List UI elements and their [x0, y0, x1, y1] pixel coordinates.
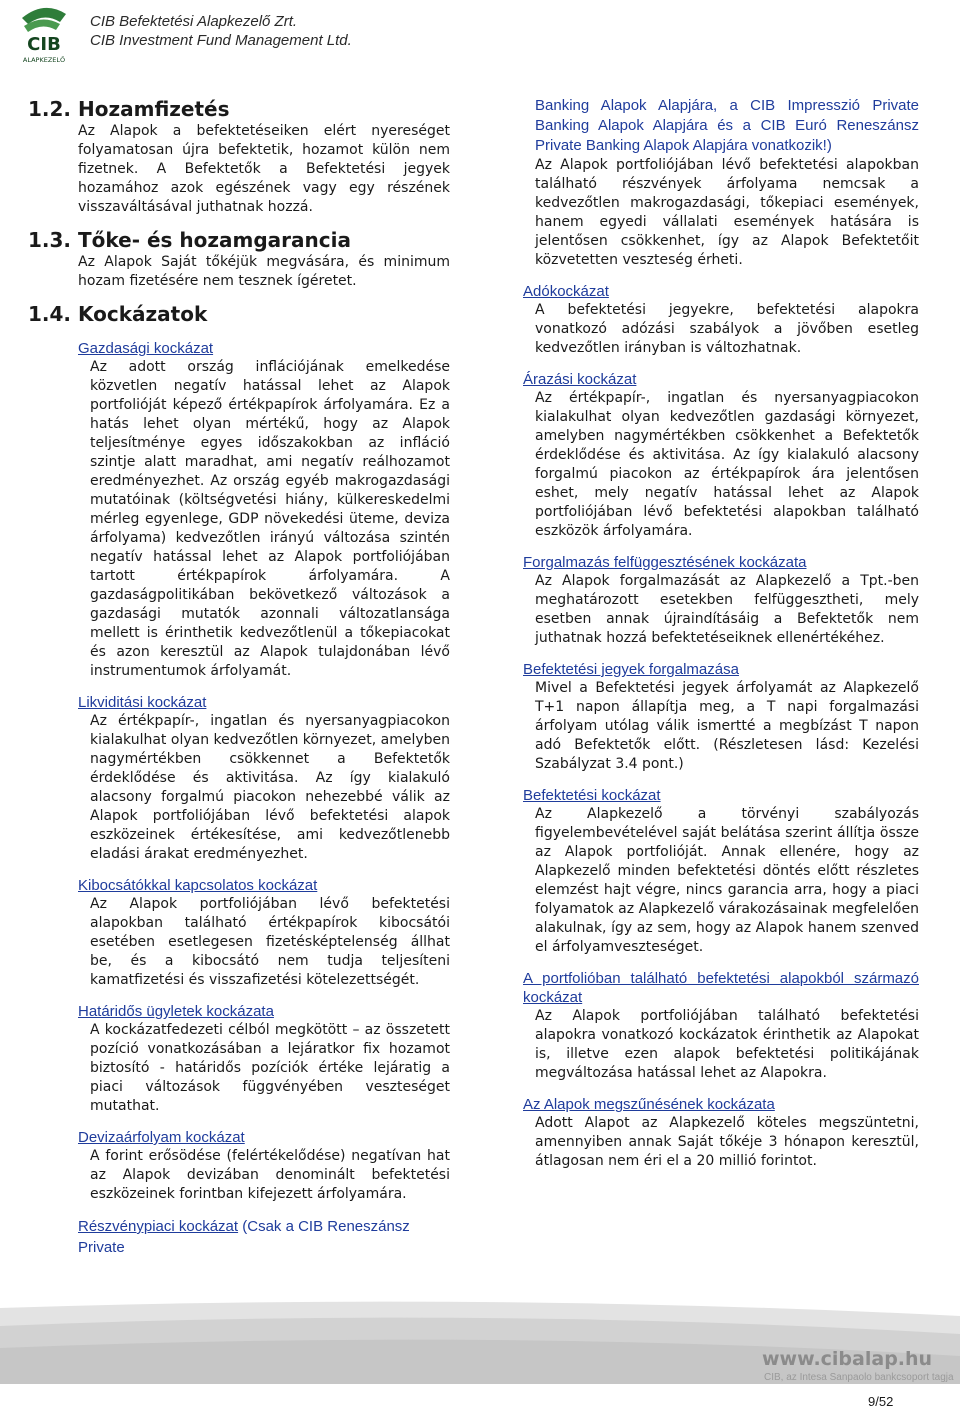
paragraph: Az Alapok forgalmazását az Alapkezelő a Tpt.-ben meghatározott esetekben felfüggesztheti, mely esetben annak újraindításáig a Befektetők nem juthatnak hozzá befektetéseiknek ellenértékéhez.: [535, 573, 919, 646]
section-title: Kockázatok: [78, 302, 208, 326]
right-column: [523, 96, 919, 1171]
company-name-hu: CIB Befektetési Alapkezelő Zrt.: [90, 13, 298, 30]
risk-title-link[interactable]: Határidős ügyletek kockázata: [78, 1003, 274, 1020]
risk-title-link[interactable]: Kibocsátókkal kapcsolatos kockázat: [78, 877, 318, 894]
paragraph: Mivel a Befektetési jegyek árfolyamát az Alapkezelő T+1 napon állapítja meg, a T napi forgalmazási árfolyam utólag válik ismertté a megbízást T napon adó Befektetők előtt. (Részletesen lásd: Kezelési Szabályzat 3.4 pont.): [535, 680, 919, 772]
footer-tagline: CIB, az Intesa Sanpaolo bankcsoport tagja: [764, 1372, 954, 1383]
section-number: 1.2.: [28, 97, 72, 121]
paragraph: Az értékpapír-, ingatlan és nyersanyagpiacokon kialakulhat olyan kedvezőtlen gazdasági környezet, amelyben nagymértékben csökkenhet a Befektetők érdeklődése és aktivitása. Az így kialakuló alacsony forgalmú piacokon az értékpapírok ára jelentősen eshet, mely negatív hatással lehet az Alapok portfoliójában lévő befektetési alapokban található eszközök árfolyamára.: [535, 390, 919, 539]
risk-title-link[interactable]: Befektetési kockázat: [523, 787, 661, 804]
risk-title-link[interactable]: A portfolióban található befektetési alapokból származó kockázat: [523, 970, 919, 1006]
page-number: 9/52: [868, 1394, 894, 1409]
section-number: 1.4.: [28, 302, 72, 326]
risk-title-link[interactable]: Likviditási kockázat: [78, 694, 207, 711]
risk-title-note: Banking Alapok Alapjára, a CIB Impresszió Private Banking Alapok Alapjára és a CIB Euró Reneszánsz Private Banking Alapok Alapjára vonatkozik!): [535, 97, 919, 154]
paragraph: Az Alapok portfoliójában lévő befektetési alapokban található értékpapírok kibocsátói esetében esetlegesen fizetésképtelenség állhat be, és a kibocsátó nem tudja teljesíteni kamatfizetési és visszafizetési kötelezettségét.: [90, 896, 450, 988]
risk-title-link[interactable]: Árazási kockázat: [523, 371, 637, 388]
paragraph: Az Alapkezelő a törvényi szabályozás figyelembevételével saját belátása szerint állítja össze az Alapok portfolióját. Annak ellenére, hogy az Alapkezelő minden befektetési döntés előtt részletes elemzést hajt végre, nincs garancia arra, hogy a piaci folyamatok az Alapkezelő várakozásainak megfelelően alakulnak, így az sem, hogy az Alapok hanem szenved el árfolyamveszteséget.: [535, 806, 919, 955]
paragraph: Az Alapok portfoliójában lévő befektetési alapokban található részvények árfolyama nemcsak a kedvezőtlen makrogazdasági, tőkepiaci események, hanem egyedi vállalati események hatására is jelentősen csökkenhet, így az Alapok Befektetőit közvetetten veszteség érheti.: [535, 157, 919, 268]
risk-title-link[interactable]: Részvénypiaci kockázat: [78, 1218, 239, 1235]
risk-title-line: [78, 1216, 450, 1258]
risk-title-link[interactable]: Befektetési jegyek forgalmazása: [523, 661, 739, 678]
left-column: [28, 96, 450, 1258]
paragraph: Adott Alapot az Alapkezelő köteles megszüntetni, amennyiben annak Saját tőkéje 3 hónapon keresztül, átlagosan nem éri el a 20 millió forintot.: [535, 1115, 919, 1169]
risk-title-link[interactable]: Forgalmazás felfüggesztésének kockázata: [523, 554, 807, 571]
logo-text: CIB: [27, 34, 61, 55]
paragraph: Az adott ország inflációjának emelkedése közvetlen negatív hatással lehet az Alapok portfolióját képező értékpapírok árfolyamára. Ez a hatás lehet olyan mértékű, hogy az Alapok teljesítménye egyes időszakokban az infláció szintje alatt maradhat, ami negatív reálhozamot eredményezhet. Az ország egyéb makrogazdasági mutatóinak (költségvetési hiány, külkereskedelmi mérleg egyenlege, GDP növekedési üteme, deviza árfolyama) kedvezőtlen irányú változása szintén negatív hatással lehet az Alapok portfoliójában tartott értékpapírok árfolyamára. A gazdaságpolitikában bekövetkező változások a gazdasági mutatók azonnali változatlansága mellett is érinthetik kedvezőtlenül a tőkepiacokat és azon keresztül az Alapok tulajdonában lévő instrumentumok árfolyamát.: [90, 359, 450, 679]
section-title: Tőke- és hozamgarancia: [78, 228, 351, 252]
risk-title-link[interactable]: Gazdasági kockázat: [78, 340, 214, 357]
cib-logo-icon: [14, 4, 74, 66]
paragraph: Az értékpapír-, ingatlan és nyersanyagpiacokon kialakulhat olyan kedvezőtlen környezet, amelyben nagymértékben csökkennet a Befektetők érdeklődése és aktivitása. Az így kialakuló alacsony forgalmú piacokon nehezebbé válik az Alapok portfoliójában lévő befektetési alapok eszközeinek értékesítése, ami kedvezőtlenebb eladási árakat eredményezhet.: [90, 713, 450, 862]
risk-title-note: (Csak a CIB Reneszánsz Private: [78, 1218, 410, 1256]
risk-title-link[interactable]: Adókockázat: [523, 283, 609, 300]
section-title: Hozamfizetés: [78, 97, 230, 121]
section-number: 1.3.: [28, 228, 72, 252]
page-header: [0, 0, 960, 80]
section-heading: [28, 301, 450, 327]
paragraph: A forint erősödése (felértékelődése) negatívan hat az Alapok devizában denominált befektetési eszközeinek forintban kifejezett árfolyamára.: [90, 1148, 450, 1202]
footer-website[interactable]: www.cibalap.hu: [762, 1348, 933, 1370]
section-heading: [28, 96, 450, 122]
paragraph: Az Alapok a befektetéseiken elért nyereséget folyamatosan újra befektetik, hozamot külön nem fizetnek. A Befektetők a Befektetési jegyek hozamához azok egészének vagy egy részének visszaváltásával juthatnak hozzá.: [78, 123, 450, 215]
risk-title-link[interactable]: Az Alapok megszűnésének kockázata: [523, 1096, 775, 1113]
risk-title-link[interactable]: Devizaárfolyam kockázat: [78, 1129, 245, 1146]
paragraph: A befektetési jegyekre, befektetési alapokra vonatkozó adózási szabályok a jövőben esetleg kedvezőtlen irányban is változhatnak.: [535, 302, 919, 356]
paragraph: Az Alapok Saját tőkéjük megvására, és minimum hozam fizetésére nem tesznek ígéretet.: [78, 254, 450, 289]
paragraph: Az Alapok portfoliójában található befektetési alapokra vonatkozó kockázatok érinthetik az Alapokat is, illetve ezen alapok befektetési politikájának megváltozása hatással lehet az Alapokra.: [535, 1008, 919, 1081]
company-name-en: CIB Investment Fund Management Ltd.: [90, 32, 352, 49]
company-name: [90, 12, 352, 50]
section-heading: [28, 227, 450, 253]
logo-subtext: ALAPKEZELŐ: [22, 56, 66, 64]
paragraph: A kockázatfedezeti célból megkötött – az összetett pozíció vonatkozásában a lejáratkor fix hozamot biztosító - határidős pozíciók értéke lejáratig a piaci változások függvényében veszteséget mutathat.: [90, 1022, 450, 1114]
